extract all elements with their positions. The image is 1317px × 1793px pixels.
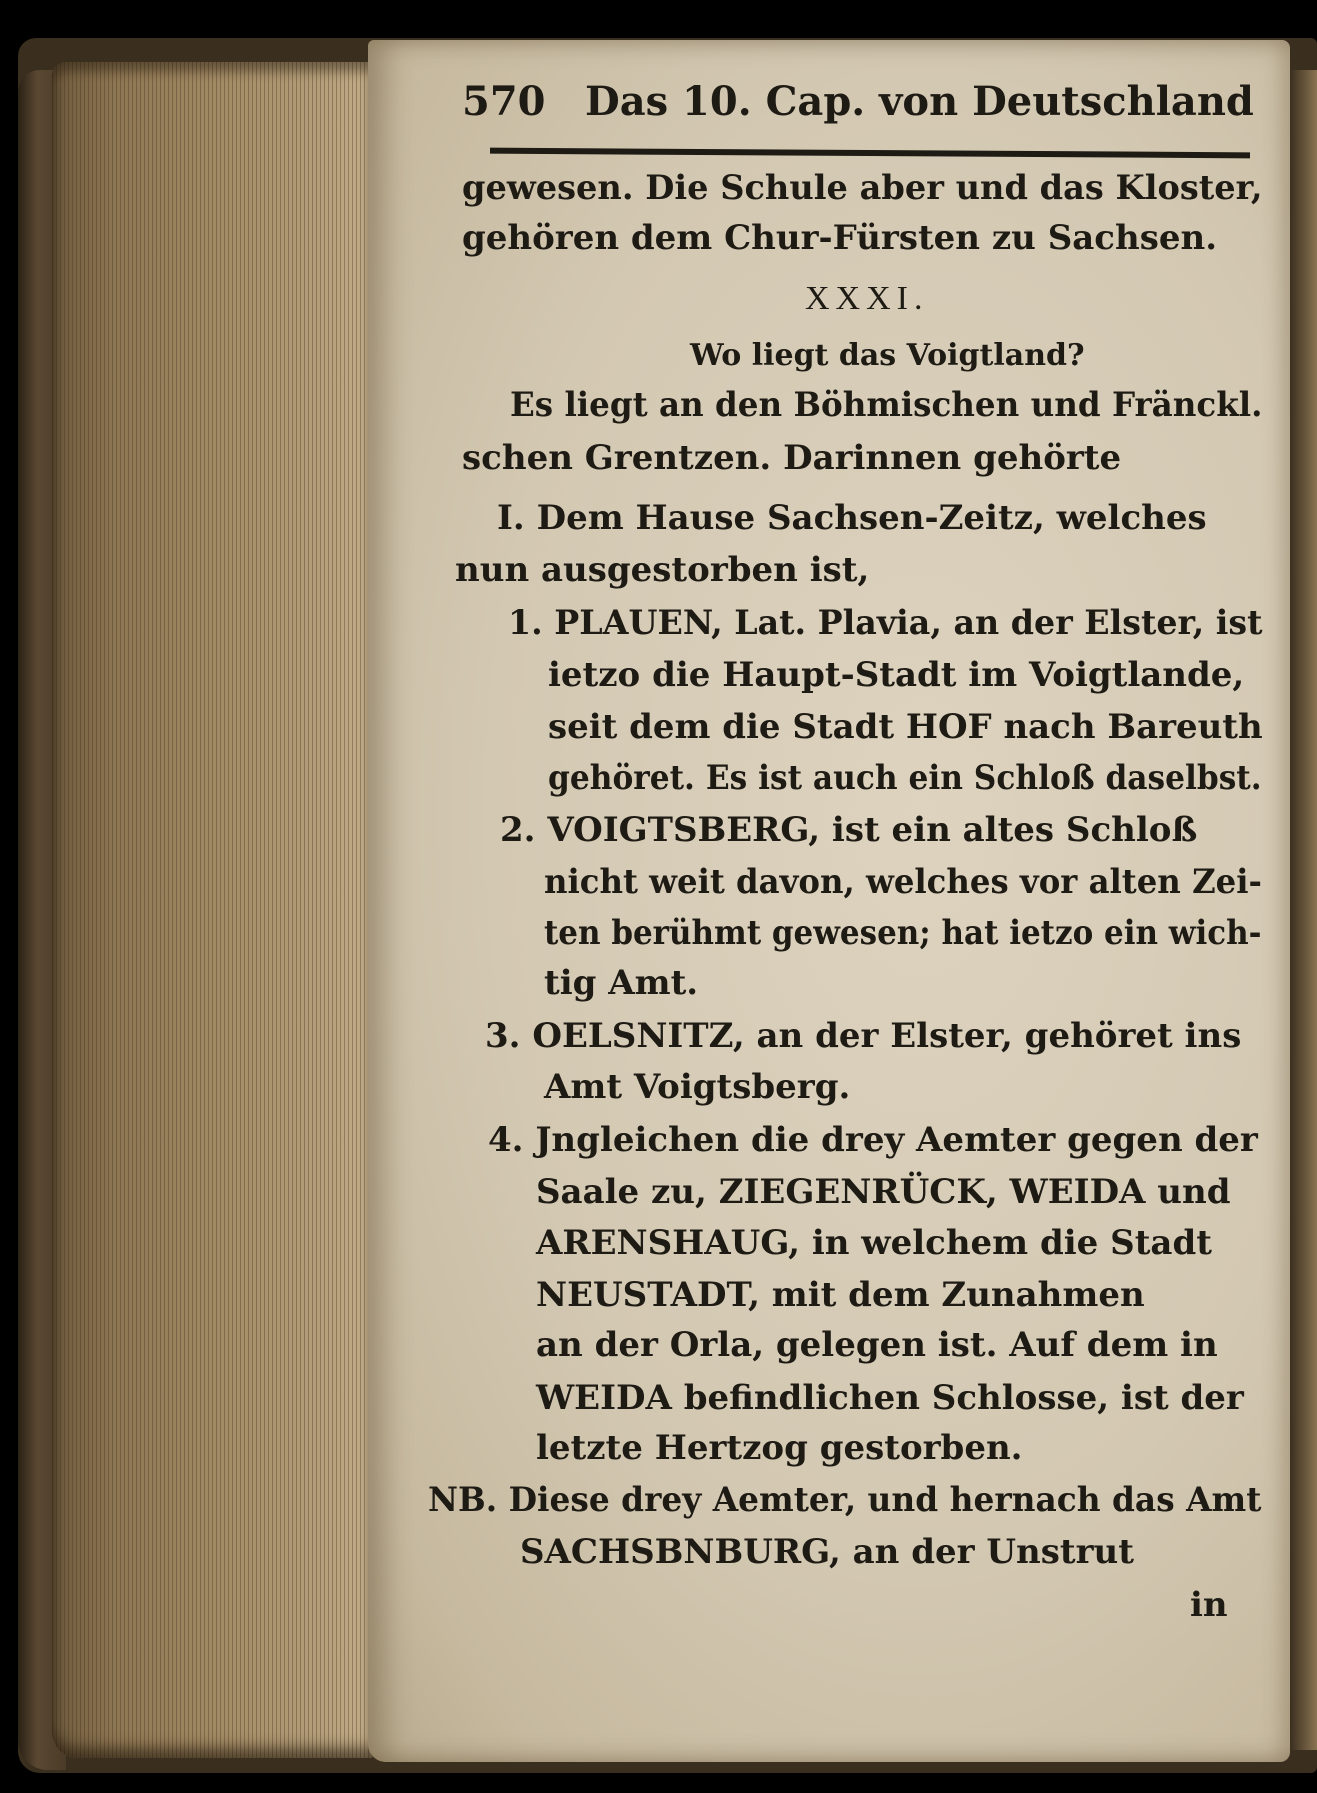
list-item: 1. PLAUEN, Lat. Plavia, an der Elster, ist [508, 603, 1263, 643]
question-heading: Wo liegt das Voigtland? [690, 338, 1085, 373]
text-line: nicht weit davon, welches vor alten Zei- [544, 862, 1262, 902]
text-line: ietzo die Haupt-Stadt im Voigtlande, [548, 655, 1245, 695]
list-item: 4. Jngleichen die drey Aemter gegen der [488, 1120, 1258, 1160]
list-item: 2. VOIGTSBERG, ist ein altes Schloß [500, 810, 1198, 850]
page-edges [52, 62, 374, 1758]
list-item: 3. OELSNITZ, an der Elster, gehöret ins [485, 1016, 1242, 1056]
running-title: Das 10. Cap. von Deutschland [585, 78, 1254, 125]
text-line: WEIDA befindlichen Schlosse, ist der [536, 1378, 1244, 1418]
text-line: nun ausgestorben ist, [455, 550, 870, 590]
text-line: seit dem die Stadt HOF nach Bareuth [548, 707, 1263, 747]
note-line: NB. Diese drey Aemter, und hernach das Amt [428, 1480, 1262, 1520]
text-line: gehöret. Es ist auch ein Schloß daselbst. [548, 758, 1262, 798]
text-line: ten berühmt gewesen; hat ietzo ein wich- [544, 913, 1262, 953]
text-line: Saale zu, ZIEGENRÜCK, WEIDA und [536, 1172, 1231, 1212]
text-line: SACHSBNBURG, an der Unstrut [520, 1532, 1134, 1572]
facing-page-edge [1290, 70, 1317, 1750]
text-line: tig Amt. [544, 963, 699, 1003]
text-line: gehören dem Chur-Fürsten zu Sachsen. [462, 218, 1218, 258]
text-line: Amt Voigtsberg. [544, 1067, 851, 1107]
text-line: I. Dem Hause Sachsen-Zeitz, welches [497, 498, 1207, 538]
text-line: schen Grentzen. Darinnen gehörte [462, 438, 1122, 478]
catchword: in [1190, 1585, 1228, 1625]
text-line: NEUSTADT, mit dem Zunahmen [536, 1275, 1145, 1315]
text-line: gewesen. Die Schule aber und das Kloster, [462, 168, 1263, 208]
text-line: Es liegt an den Böhmischen und Fränckl. [510, 385, 1263, 425]
text-line: ARENSHAUG, in welchem die Stadt [536, 1223, 1212, 1263]
text-line: letzte Hertzog gestorben. [536, 1428, 1023, 1468]
page-number: 570 [462, 78, 546, 125]
section-number: XXXI. [805, 280, 929, 317]
text-line: an der Orla, gelegen ist. Auf dem in [536, 1325, 1218, 1365]
